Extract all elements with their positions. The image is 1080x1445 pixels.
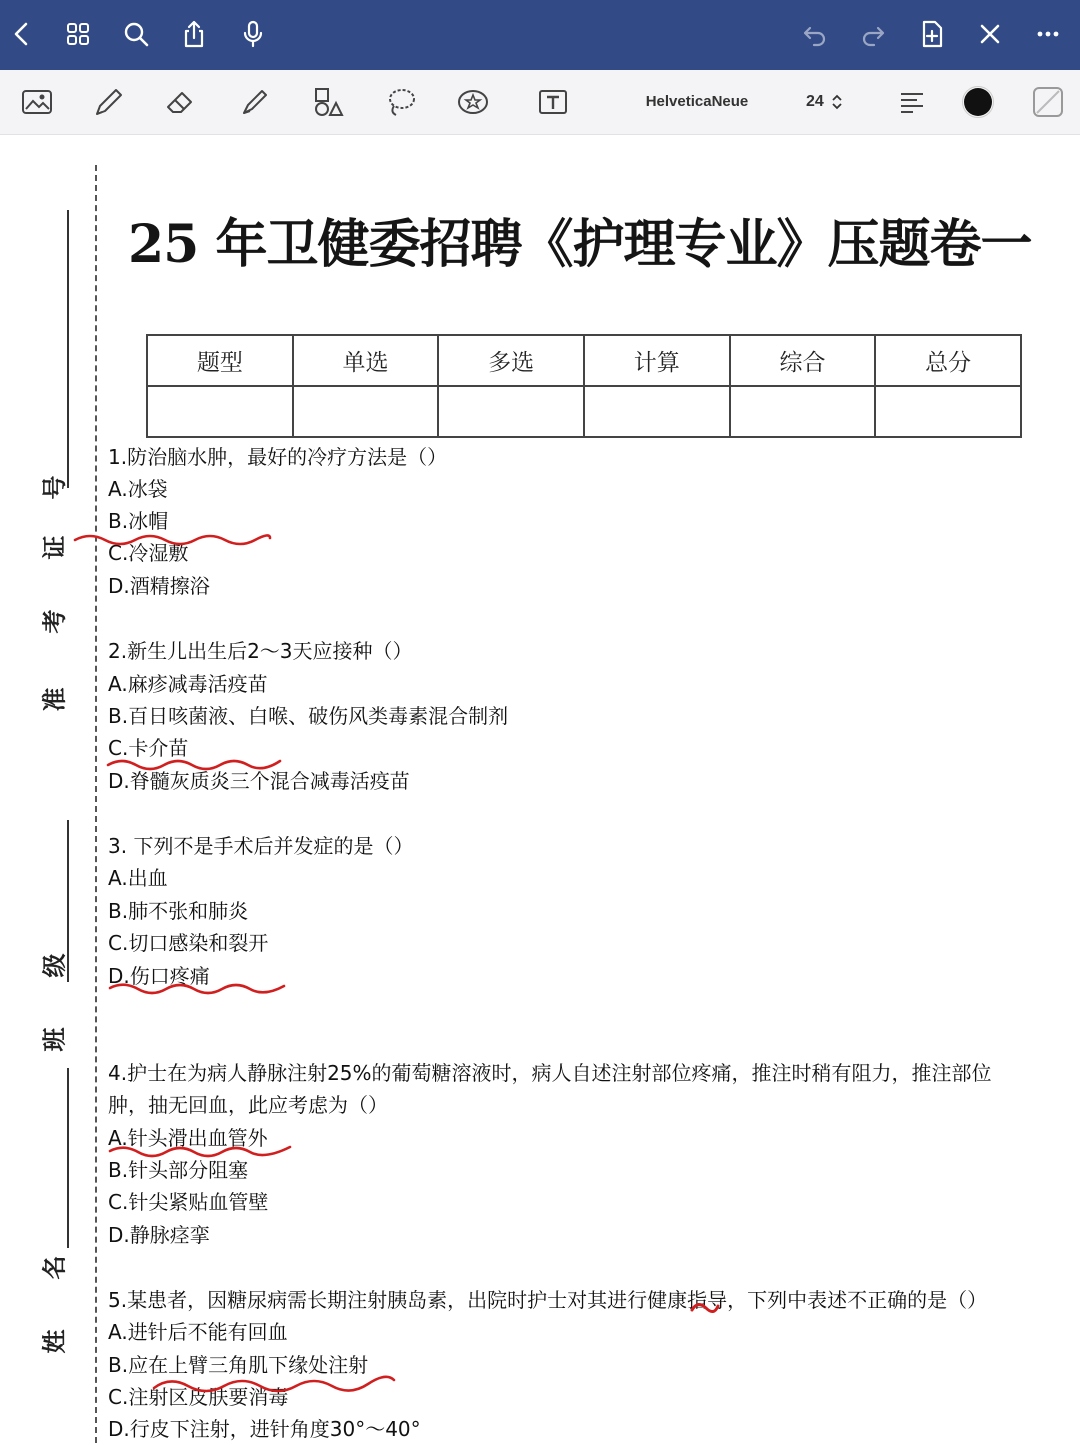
top-navbar [0, 0, 1080, 70]
question-5-option-b: B.应在上臂三角肌下缘处注射 [108, 1353, 369, 1377]
add-page-icon[interactable] [912, 14, 952, 54]
align-left-icon[interactable] [891, 82, 933, 122]
search-icon[interactable] [116, 14, 156, 54]
score-header-cell: 总分 [875, 335, 1021, 386]
side-rule-line [67, 1068, 69, 1248]
binding-dashed-line [95, 165, 97, 1443]
redo-icon[interactable] [853, 14, 893, 54]
question-4-option-c: C.针尖紧贴血管壁 [108, 1190, 269, 1214]
lasso-tool-icon[interactable] [380, 82, 422, 122]
side-label-char: 准 [39, 687, 69, 712]
score-header-cell: 综合 [730, 335, 876, 386]
score-header-cell: 多选 [438, 335, 584, 386]
question-2-option-c: C.卡介苗 [108, 736, 189, 760]
score-table [146, 334, 1022, 438]
score-value-cell [147, 386, 293, 437]
font-name-selector[interactable]: HelveticaNeue [645, 93, 749, 110]
question-1-option-b: B.冰帽 [108, 509, 169, 533]
more-icon[interactable] [1028, 14, 1068, 54]
score-value-cell [730, 386, 876, 437]
image-tool-icon[interactable] [16, 82, 58, 122]
question-1-stem: 1.防治脑水肿，最好的冷疗方法是（） [108, 445, 448, 469]
question-4-stem: 4.护士在为病人静脉注射25%的葡萄糖溶液时，病人自述注射部位疼痛，推注时稍有阻力，推注部位 [108, 1061, 992, 1085]
font-size-selector[interactable] [806, 90, 866, 114]
side-rule-line [67, 210, 69, 488]
side-label-char: 证 [39, 535, 69, 560]
highlighter-tool-icon[interactable] [234, 82, 276, 122]
grid-icon[interactable] [58, 14, 98, 54]
page-title: 25 年卫健委招聘《护理专业》压题卷一 [128, 214, 1032, 275]
font-size-value: 24 [806, 93, 824, 110]
question-1-option-a: A.冰袋 [108, 477, 168, 501]
color-picker-button[interactable] [957, 82, 999, 122]
score-value-cell [875, 386, 1021, 437]
tool-bar [0, 70, 1080, 135]
question-3-option-b: B.肺不张和肺炎 [108, 899, 249, 923]
eraser-tool-icon[interactable] [160, 82, 202, 122]
side-label-char: 考 [39, 609, 69, 634]
score-table-value-row [147, 386, 1021, 437]
question-1-option-d: D.酒精擦浴 [108, 574, 210, 598]
score-value-cell [584, 386, 730, 437]
side-label-char: 名 [39, 1255, 69, 1280]
question-3-option-d: D.伤口疼痛 [108, 964, 210, 988]
undo-icon[interactable] [795, 14, 835, 54]
back-icon[interactable] [2, 14, 42, 54]
side-label-char: 级 [39, 953, 69, 978]
score-header-cell: 单选 [293, 335, 439, 386]
question-5-stem: 5.某患者，因糖尿病需长期注射胰岛素，出院时护士对其进行健康指导，下列中表述不正确的是（） [108, 1288, 988, 1312]
sticker-tool-icon[interactable] [452, 82, 494, 122]
question-3-option-a: A.出血 [108, 866, 168, 890]
score-value-cell [293, 386, 439, 437]
question-5-option-a: A.进针后不能有回血 [108, 1320, 288, 1344]
question-5-option-d: D.行皮下注射，进针角度30°～40° [108, 1417, 421, 1441]
question-3-option-c: C.切口感染和裂开 [108, 931, 269, 955]
background-color-icon[interactable] [1027, 82, 1069, 122]
question-4-option-a: A.针头滑出血管外 [108, 1126, 268, 1150]
side-label-char: 班 [39, 1027, 69, 1052]
question-2-stem: 2.新生儿出生后2～3天应接种（） [108, 639, 413, 663]
question-5-option-c: C.注射区皮肤要消毒 [108, 1385, 289, 1409]
question-2-option-d: D.脊髓灰质炎三个混合减毒活疫苗 [108, 769, 410, 793]
question-4-option-b: B.针头部分阻塞 [108, 1158, 249, 1182]
question-2-option-b: B.百日咳菌液、白喉、破伤风类毒素混合制剂 [108, 704, 509, 728]
question-3-stem: 3. 下列不是手术后并发症的是（） [108, 834, 414, 858]
question-1-option-c: C.冷湿敷 [108, 541, 189, 565]
score-value-cell [438, 386, 584, 437]
question-2-option-a: A.麻疹减毒活疫苗 [108, 672, 268, 696]
shapes-tool-icon[interactable] [306, 82, 348, 122]
question-4-stem-continued: 肿，抽无回血，此应考虑为（） [108, 1093, 388, 1117]
side-label-char: 姓 [39, 1329, 69, 1354]
score-header-cell: 计算 [584, 335, 730, 386]
question-4-option-d: D.静脉痉挛 [108, 1223, 210, 1247]
microphone-icon[interactable] [233, 14, 273, 54]
text-tool-icon[interactable] [532, 82, 574, 122]
close-icon[interactable] [970, 14, 1010, 54]
pen-tool-icon[interactable] [88, 82, 130, 122]
score-table-header-row [147, 335, 1021, 386]
share-icon[interactable] [174, 14, 214, 54]
score-header-cell: 题型 [147, 335, 293, 386]
stepper-icon [830, 94, 844, 110]
side-label-char: 号 [39, 475, 69, 500]
